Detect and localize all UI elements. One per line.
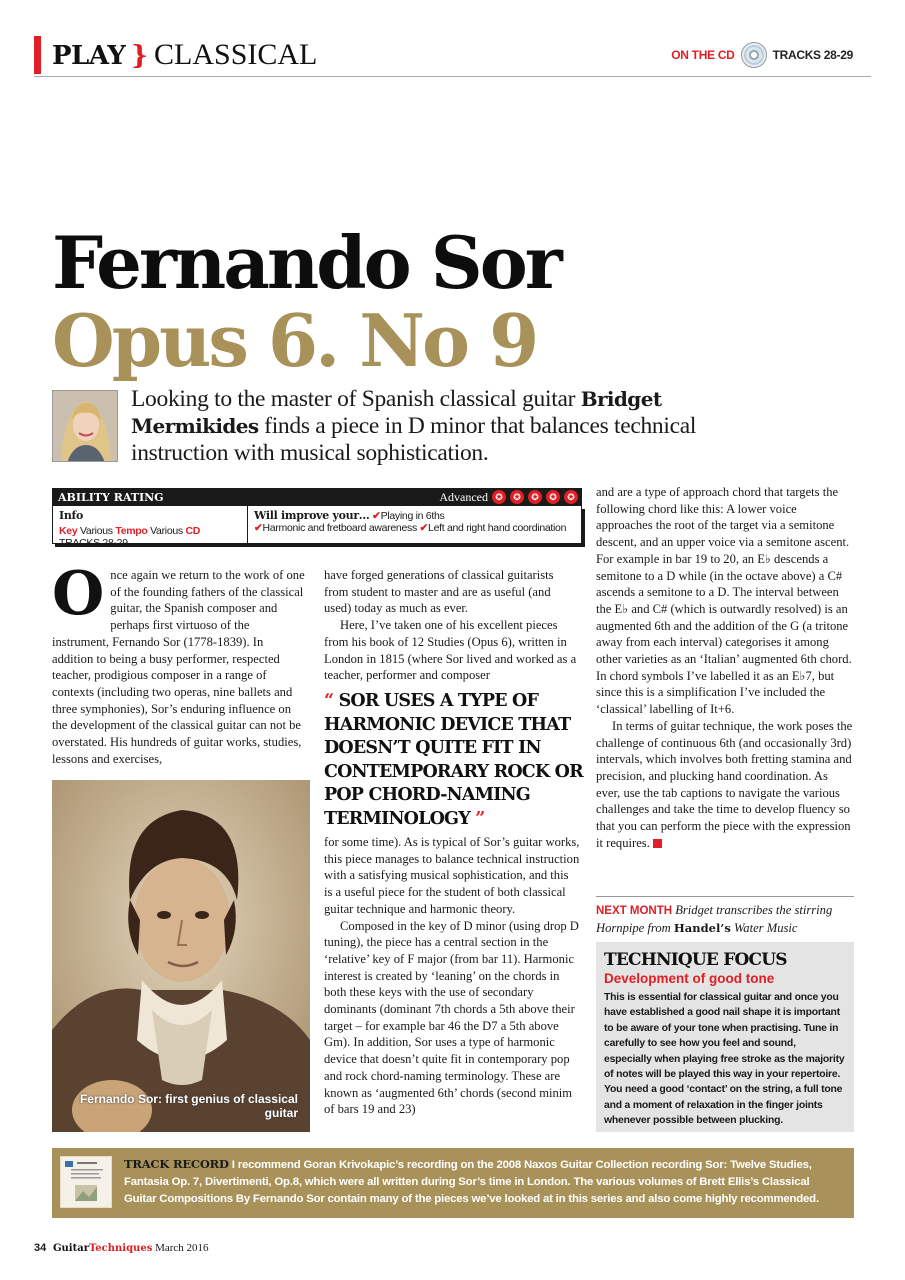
intro-post: finds a piece in D minor that balances technical instruction with musical sophistication. [131, 413, 697, 466]
on-cd-label: ON THE CD [671, 48, 735, 62]
cd-icon [741, 42, 767, 68]
section-label: PLAY [52, 41, 126, 71]
body-paragraph: for some time). As is typical of Sor’s guitar works, this piece manages to balance technical instruction with a satisfying musical sophistication, and this is a useful piece for the student of both classical guitar technique and harmonic theory. [324, 835, 580, 916]
body-paragraph: and are a type of approach chord that targets the following chord like this: A lower voice approaches the root of the target via a semitone descent, and an upper voice via a semitone ascent. For example in bar 19 to 20, an E♭ descends a semitone to a D while (in the octave above) a C# ascends a semitone to a D. The interval between the E♭ and C# (which is outwardly resolved) is an augmented 6th and the addition of the G (a tritone away from each interval) categorises it among other varieties as an ‘Italian’ augmented 6th chord. In chord symbols I’ve labelled it as an E♭7, but since this is a simplification I’ve included the ‘classical’ labelling of It+6. [596, 485, 852, 717]
ability-level-label: Advanced [439, 489, 488, 504]
ability-level [439, 490, 578, 505]
body-paragraph: Composed in the key of D minor (using drop D tuning), the piece has a central section in the ‘relative’ key of F major (from bar 11). Harmonic interest is created by ‘leaning’ on the chords in both these keys with the use of secondary dominants (dominant 7th chords a 5th above their target – for example bar 46 the D7 a 5th above Gm). In addition, Sor uses a type of harmonic device that doesn’t quite fit in contemporary pop and rock chord-naming terminology. These are known as ‘augmented 6th’ chords (second minim of bars 19 and 23) [324, 918, 579, 1117]
improve-item: Harmonic and fretboard awareness [262, 522, 417, 534]
technique-body: This is essential for classical guitar and once you have established a good nail shape it is important to be aware of your tone when practising. Tune in carefully to see how you feel and sound, especially when playing free stroke as the majority of notes will be played this way in your repertoire. You need a good ‘contact’ on the string, a full tone and a moment of relaxation in the finger joints whenever possible between plucking. [604, 992, 845, 1127]
body-column-1 [52, 559, 306, 767]
improve-item: Left and right hand coordination [428, 522, 567, 534]
key-label: Key [59, 525, 78, 537]
body-column-2-continued [324, 834, 580, 1118]
improve-item: Playing in 6ths [380, 510, 445, 522]
rating-star-icon: ✪ [564, 490, 578, 504]
article-subtitle: Opus 6. No 9 [52, 298, 537, 383]
close-quote-mark: ” [475, 808, 485, 829]
tempo-value: Various [150, 525, 183, 537]
body-paragraph: Once again we return to the work of one of the founding fathers of the classical guitar, the Spanish composer and perhaps first virtuoso of the instrument, Fernando Sor (1778-1839). In addition to being a busy performer, respected teacher, prodigious composer in a range of contexts (including two operas, nine ballets and three symphonies), Sor’s enduring influence on the development of the classical guitar can not be overstated. His hundreds of guitar works, studies, lessons and exercises, [52, 559, 305, 766]
rating-star-icon: ✪ [546, 490, 560, 504]
checkmark-icon: ✔ [254, 522, 263, 534]
intro-author: Bridget Mermikides [131, 387, 662, 438]
body-column-3 [596, 484, 854, 851]
track-record-body: I recommend Goran Krivokapic’s recording on the 2008 Naxos Guitar Collection recording Sor: Twelve Studies, Fantasia Op. 7, Divertimenti, Op.8, which were all written during Sor’s time in London. The various volumes of Brett Ellis’s Classical Guitar Compositions By Fernando Sor contain many of the pieces we’ve looked at in this series and also come highly recommended. [124, 1159, 819, 1205]
open-quote-mark: “ [324, 691, 334, 711]
track-record-label: TRACK RECORD [124, 1157, 229, 1171]
ability-improve [248, 506, 581, 543]
section-marker [34, 36, 41, 74]
article-title: Fernando Sor [52, 220, 560, 305]
track-record-text [124, 1156, 842, 1208]
cd-value: TRACKS 28-29 [59, 537, 128, 549]
tempo-label: Tempo [115, 525, 148, 537]
next-month-text: Bridget transcribes the stirring Hornpipe from [596, 903, 833, 935]
body-paragraph: In terms of guitar technique, the work poses the challenge of continuous 6th (and occasionally 3rd) intervals, which involves both fretting stamina and precision, and plucking hand coordination. As ever, use the tab captions to navigate the various challenges and take the time to develop fluency so that you can perform the piece with the expression it requires. [596, 718, 853, 850]
next-month-text-end: Water Music [733, 920, 798, 935]
ability-header [52, 488, 582, 506]
intro-pre: Looking to the master of Spanish classical guitar [131, 386, 576, 412]
issue-date: March 2016 [155, 1242, 209, 1254]
portrait-caption: Fernando Sor: first genius of classical guitar [79, 1092, 298, 1120]
key-value: Various [80, 525, 113, 537]
divider [596, 896, 854, 897]
checkmark-icon: ✔ [372, 510, 381, 522]
ability-body [52, 506, 582, 549]
end-mark-icon [653, 839, 662, 848]
track-record-box [52, 1148, 854, 1218]
improve-label: Will improve your… [254, 509, 370, 522]
cd-info [671, 42, 853, 68]
rating-star-icon: ✪ [492, 490, 506, 504]
next-month-composer: Handel’s [673, 920, 731, 935]
section-separator: } [131, 41, 149, 71]
checkmark-icon: ✔ [419, 522, 429, 534]
author-avatar [52, 390, 118, 462]
header-divider [34, 76, 871, 77]
ability-info [53, 506, 248, 549]
tracks-label: TRACKS 28-29 [772, 48, 853, 62]
pull-quote-text: SOR USES A TYPE OF HARMONIC DEVICE THAT DOESN’T QUITE FIT IN CONTEMPORARY ROCK OR POP CHORD-NAMING TERMINOLOGY [324, 691, 583, 829]
cd-label: CD [185, 525, 201, 537]
album-cover-image [60, 1156, 112, 1208]
body-column-2 [324, 567, 580, 684]
body-paragraph: have forged generations of classical guitarists from student to master and are as useful (and used) today as much as ever. [324, 568, 554, 616]
section-category: CLASSICAL [154, 38, 318, 71]
drop-cap: O [52, 559, 105, 629]
technique-subtitle: Development of good tone [604, 971, 775, 986]
rating-star-icon: ✪ [528, 490, 542, 504]
ability-rating-box [52, 488, 582, 548]
next-month [596, 902, 854, 936]
section-header [52, 38, 317, 73]
page-footer [34, 1242, 209, 1254]
next-month-label: NEXT MONTH [596, 905, 673, 917]
intro-standfirst [131, 386, 781, 467]
ability-heading: ABILITY RATING [58, 490, 164, 504]
technique-title: TECHNIQUE FOCUS [604, 950, 787, 970]
info-label: Info [59, 509, 84, 522]
page-number: 34 [34, 1242, 47, 1254]
pull-quote [324, 690, 586, 831]
technique-focus-box [596, 942, 854, 1132]
portrait-image [52, 780, 310, 1132]
body-paragraph: Here, I’ve taken one of his excellent pieces from his book of 12 Studies (Opus 6), written in London in 1815 (where Sor lived and worked as a teacher, performer and composer [324, 618, 577, 683]
magazine-logo: GuitarTechniques [53, 1243, 153, 1254]
rating-star-icon: ✪ [510, 490, 524, 504]
